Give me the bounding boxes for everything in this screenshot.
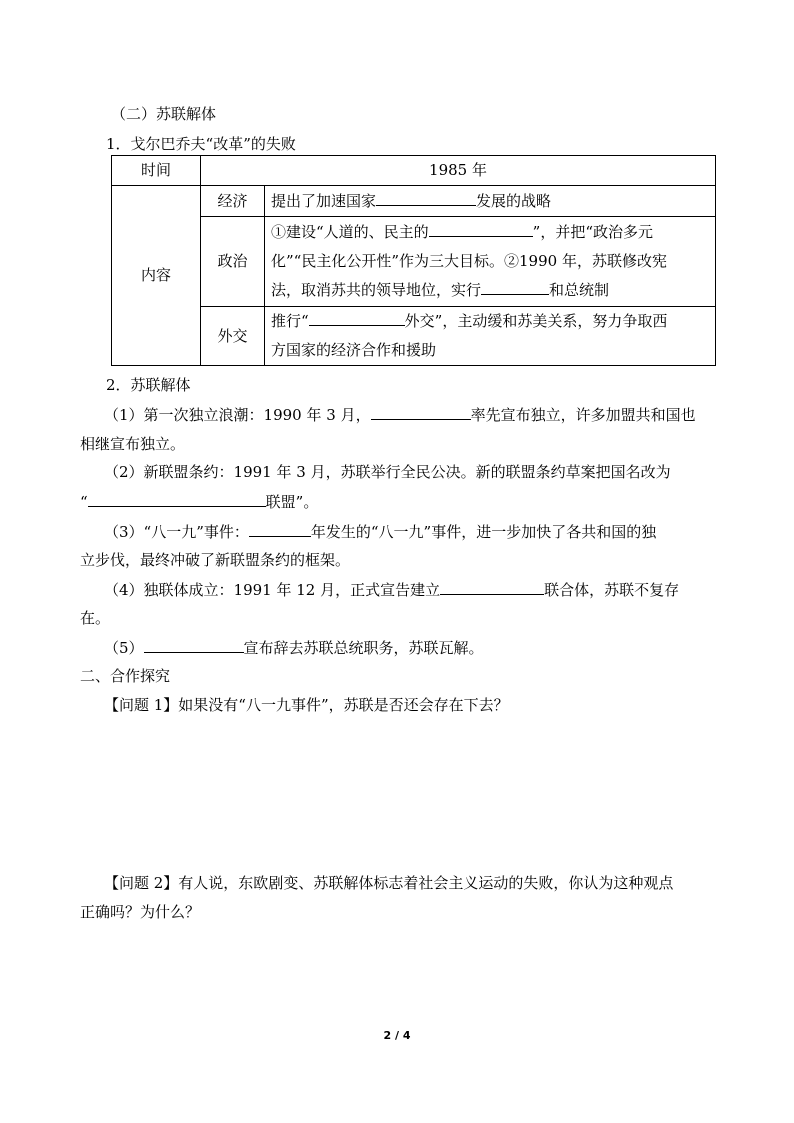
item-1: （1）第一次独立浪潮：1990 年 3 月， 率先宣布独立，许多加盟共和国也 <box>104 403 696 426</box>
item-2-cont: “ 联盟”。 <box>80 490 318 513</box>
blank-line[interactable] <box>309 309 405 326</box>
reform-table <box>111 155 716 366</box>
subsection-1-title: 1．戈尔巴乔夫“改革”的失败 <box>106 135 296 153</box>
blank-line[interactable] <box>440 578 544 595</box>
blank-line[interactable] <box>144 636 244 653</box>
table-row-diplomacy <box>112 307 716 366</box>
blank-line[interactable] <box>376 189 476 206</box>
header-year: 1985 年 <box>201 156 716 186</box>
blank-line[interactable] <box>371 403 471 420</box>
question-2: 【问题 2】有人说，东欧剧变、苏联解体标志着社会主义运动的失败，你认为这种观点 <box>104 874 674 892</box>
question-2-cont: 正确吗？为什么？ <box>80 903 201 921</box>
politics-content: ①建设“人道的、民主的 ”，并把“政治多元 化”“民主化公开性”作为三大目标。②1990 年，苏联修改宪 法，取消苏共的领导地位，实行 和总统制 <box>265 217 716 307</box>
item-2: （2）新联盟条约：1991 年 3 月，苏联举行全民公决。新的联盟条约草案把国名改为 <box>104 463 671 481</box>
table-row-economy <box>112 186 716 217</box>
section-heading: （二）苏联解体 <box>111 105 217 123</box>
blank-line[interactable] <box>429 220 533 237</box>
part-2-title: 二、合作探究 <box>80 667 171 685</box>
blank-line[interactable] <box>88 490 266 507</box>
item-5: （5） 宣布辞去苏联总统职务，苏联瓦解。 <box>104 636 484 659</box>
subsection-2-title: 2．苏联解体 <box>106 376 191 394</box>
row-group-label: 内容 <box>112 186 201 366</box>
question-1: 【问题 1】如果没有“八一九事件”，苏联是否还会存在下去？ <box>104 696 509 714</box>
table-header-row <box>112 156 716 186</box>
diplomacy-label: 外交 <box>201 307 265 366</box>
politics-label: 政治 <box>201 217 265 307</box>
item-4-cont: 在。 <box>80 609 111 627</box>
blank-line[interactable] <box>481 278 549 295</box>
economy-content: 提出了加速国家 发展的战略 <box>265 186 716 217</box>
item-1-cont: 相继宣布独立。 <box>80 435 186 453</box>
header-time-label: 时间 <box>112 156 201 186</box>
diplomacy-content: 推行“ 外交”，主动缓和苏美关系，努力争取西 方国家的经济合作和援助 <box>265 307 716 366</box>
item-4: （4）独联体成立：1991 年 12 月，正式宣告建立 联合体，苏联不复存 <box>104 578 679 601</box>
page-number: 2 / 4 <box>383 1029 411 1042</box>
item-3: （3）“八一九”事件： 年发生的“八一九”事件，进一步加快了各共和国的独 <box>104 520 656 543</box>
blank-line[interactable] <box>249 520 311 537</box>
item-3-cont: 立步伐，最终冲破了新联盟条约的框架。 <box>80 551 351 569</box>
table-row-politics <box>112 217 716 307</box>
economy-label: 经济 <box>201 186 265 217</box>
